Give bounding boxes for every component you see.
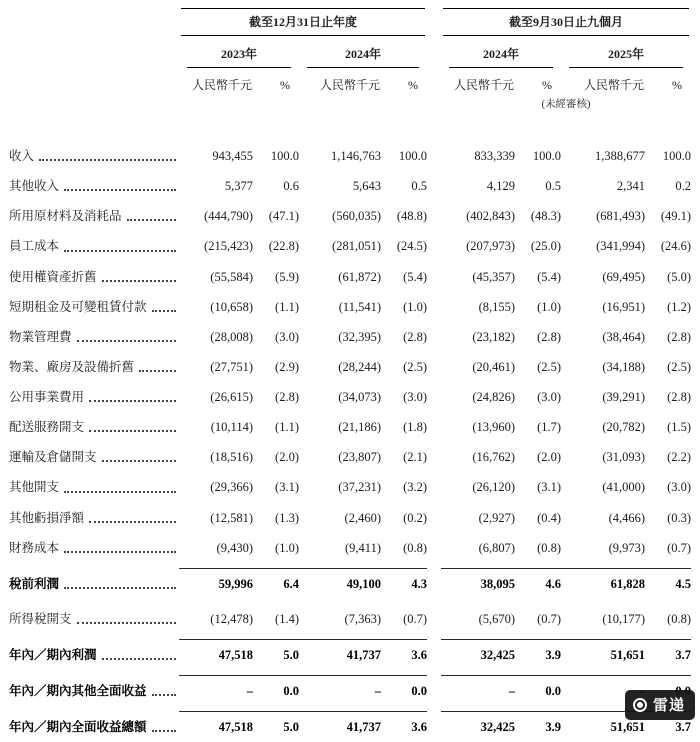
table-row [9, 712, 691, 742]
column-gap [427, 604, 441, 634]
dot-leader [64, 250, 176, 252]
percent-value: (2.0) [275, 450, 299, 465]
amount-value: (31,093) [602, 450, 646, 465]
unit-header: 人民幣千元 [319, 78, 380, 92]
amount-value: (28,008) [210, 329, 253, 344]
amount-value: – [441, 676, 515, 707]
amount-value: (23,807) [338, 450, 381, 465]
amount-value: 61,828 [561, 568, 645, 599]
percent-value: 4.5 [645, 568, 691, 599]
period-header-fy [179, 8, 427, 36]
percent-value: (1.2) [667, 299, 692, 314]
amount-value: (26,120) [472, 480, 516, 495]
dot-leader [152, 694, 176, 696]
row-label [9, 472, 179, 502]
table-row [9, 141, 691, 171]
watermark-text: 雷递 [652, 697, 685, 714]
percent-value: (47.1) [268, 209, 299, 224]
percent-value: 3.7 [645, 640, 691, 671]
percent-value: (2.8) [275, 390, 299, 404]
amount-value: (41,000) [602, 480, 646, 495]
period-header-9m [441, 8, 691, 36]
amount-value: 41,737 [299, 640, 381, 671]
amount-value: (9,411) [345, 540, 381, 555]
table-row [9, 472, 691, 502]
percent-value: 3.9 [515, 640, 561, 671]
table-row [9, 382, 691, 412]
unaudited-note: (未經審核) [541, 99, 591, 110]
row-label-text: 年內／期內其他全面收益 [9, 684, 147, 699]
income-statement-table [9, 8, 691, 742]
percent-value: (1.7) [537, 420, 562, 435]
row-label [9, 141, 179, 171]
table-row [9, 568, 691, 599]
period-title-row [9, 8, 691, 36]
row-label-text: 使用權資產折舊 [9, 269, 97, 284]
row-label-text: 所得稅開支 [9, 611, 72, 626]
row-label-text: 其他虧損淨額 [9, 510, 85, 525]
percent-value: (3.0) [537, 390, 562, 404]
row-label [9, 604, 179, 634]
amount-value: (560,035) [332, 209, 381, 224]
percent-header: % [542, 78, 553, 92]
unit-header: 人民幣千元 [454, 78, 515, 92]
percent-value: 100.0 [398, 149, 428, 163]
watermark-badge [625, 690, 695, 720]
table-header [9, 8, 691, 141]
dot-leader [64, 189, 176, 191]
amount-value: (18,516) [210, 450, 253, 465]
row-label [9, 171, 179, 201]
amount-value: (444,790) [204, 209, 253, 224]
percent-value: (3.2) [403, 480, 428, 495]
percent-header: % [280, 78, 290, 92]
table-row [9, 352, 691, 382]
amount-value: 833,339 [474, 149, 516, 163]
column-gap [427, 171, 441, 201]
amount-value: (61,872) [338, 269, 381, 284]
row-label [9, 640, 179, 671]
amount-value: 5,377 [224, 179, 253, 194]
amount-value: 4,129 [486, 179, 516, 194]
dot-leader [89, 400, 176, 402]
percent-value: (0.3) [667, 510, 692, 525]
column-gap [427, 382, 441, 412]
amount-value: 41,737 [299, 712, 381, 742]
percent-value: 4.6 [515, 568, 561, 599]
amount-value: (20,782) [602, 420, 646, 435]
column-gap [427, 322, 441, 352]
percent-value: (3.0) [667, 480, 692, 495]
amount-value: (55,584) [210, 269, 253, 284]
column-gap [427, 503, 441, 533]
header-blank [9, 68, 179, 93]
percent-value: (24.6) [660, 239, 692, 254]
row-label [9, 262, 179, 292]
amount-value: – [299, 676, 381, 707]
percent-value: 3.6 [381, 640, 427, 671]
table-row [9, 412, 691, 442]
period-title: 截至9月30日止九個月 [443, 8, 689, 36]
amount-value: (4,466) [608, 510, 646, 525]
percent-value: (22.8) [268, 239, 299, 254]
row-label-text: 年內／期內全面收益總額 [9, 720, 147, 735]
column-gap [427, 533, 441, 563]
row-label [9, 568, 179, 599]
percent-value: 6.4 [253, 568, 299, 599]
amount-value: (27,751) [210, 359, 253, 374]
amount-value: 47,518 [179, 712, 253, 742]
column-gap [427, 442, 441, 472]
percent-value: (5.9) [275, 269, 299, 284]
table-body [9, 141, 691, 742]
row-label [9, 712, 179, 742]
amount-value: 51,651 [561, 640, 645, 671]
percent-value: (3.1) [275, 480, 299, 495]
amount-value: (24,826) [472, 390, 516, 404]
percent-value: 100.0 [532, 149, 562, 163]
percent-value: 100.0 [662, 149, 692, 163]
amount-value: (28,244) [338, 359, 381, 374]
percent-header: % [408, 78, 419, 92]
percent-value: 0.5 [545, 179, 562, 194]
percent-value: (0.7) [667, 540, 692, 555]
percent-value: (0.8) [537, 540, 562, 555]
percent-value: (25.0) [530, 239, 562, 254]
amount-value: (402,843) [466, 209, 516, 224]
amount-value: (5,670) [478, 611, 516, 626]
percent-value: (2.0) [537, 450, 562, 465]
header-blank [9, 36, 179, 68]
percent-value: (0.2) [403, 510, 428, 525]
percent-value: (1.8) [403, 420, 428, 435]
dot-leader [64, 551, 176, 553]
row-label [9, 352, 179, 382]
amount-value: (23,182) [472, 329, 516, 344]
amount-value: 47,518 [179, 640, 253, 671]
percent-value: (1.0) [275, 540, 299, 555]
watermark-logo-icon [633, 698, 647, 712]
row-label [9, 442, 179, 472]
percent-value: (0.7) [403, 611, 428, 626]
dot-leader [89, 430, 176, 432]
percent-value: 100.0 [270, 149, 299, 163]
amount-value: – [179, 676, 253, 707]
percent-value: 0.0 [253, 676, 299, 707]
amount-value: 1,388,677 [595, 149, 646, 163]
row-label-text: 物業、廠房及設備折舊 [9, 359, 135, 374]
percent-value: 0.5 [411, 179, 428, 194]
header-blank [9, 93, 179, 111]
year-header-2025-9m: 2025年 [561, 36, 691, 68]
percent-value: (3.0) [403, 390, 428, 404]
dot-leader [77, 622, 176, 624]
row-label-text: 公用事業費用 [9, 390, 85, 404]
dot-leader [64, 491, 176, 493]
percent-value: (48.8) [396, 209, 428, 224]
table-row [9, 604, 691, 634]
percent-value: (1.1) [275, 420, 299, 435]
row-label [9, 231, 179, 261]
amount-value: (16,762) [472, 450, 516, 465]
amount-value: 59,996 [179, 568, 253, 599]
amount-value: (16,951) [602, 299, 646, 314]
percent-value: (1.1) [275, 299, 299, 314]
row-label [9, 201, 179, 231]
amount-value: (34,073) [338, 390, 381, 404]
dot-leader [102, 658, 176, 660]
percent-header: % [672, 78, 683, 92]
column-gap [427, 36, 441, 68]
amount-value: (10,658) [210, 299, 253, 314]
year-header-2023: 2023年 [179, 36, 299, 68]
amount-value: 943,455 [212, 149, 253, 163]
percent-value: 0.6 [283, 179, 299, 194]
percent-value: 3.9 [515, 712, 561, 742]
column-gap [427, 712, 441, 742]
row-label-text: 年內／期內利潤 [9, 648, 97, 662]
amount-value: 51,651 [561, 712, 645, 742]
percent-value: (1.4) [275, 611, 299, 626]
amount-value: (9,430) [216, 540, 253, 555]
unit-header: 人民幣千元 [191, 78, 252, 92]
percent-value: (1.3) [275, 510, 299, 525]
column-gap [427, 68, 441, 93]
table-row [9, 533, 691, 563]
percent-value: 3.6 [381, 712, 427, 742]
dot-leader [152, 310, 176, 312]
amount-value: 32,425 [441, 712, 515, 742]
dot-leader [152, 730, 176, 732]
table-row [9, 262, 691, 292]
amount-value: (281,051) [332, 239, 381, 254]
percent-value: (0.8) [667, 611, 692, 626]
amount-value: 32,425 [441, 640, 515, 671]
percent-value: 0.0 [515, 676, 561, 707]
header-blank [179, 93, 427, 111]
amount-value: (34,188) [602, 359, 646, 374]
unaudited-note-row [9, 93, 691, 111]
table-row [9, 676, 691, 707]
dot-leader [77, 340, 176, 342]
amount-value: (681,493) [596, 209, 646, 224]
amount-value: 49,100 [299, 568, 381, 599]
amount-value: (2,460) [344, 510, 381, 525]
amount-value: (21,186) [338, 420, 381, 435]
row-label [9, 412, 179, 442]
amount-value: (12,478) [210, 611, 253, 626]
table-row [9, 171, 691, 201]
percent-value: 4.3 [381, 568, 427, 599]
amount-value: (20,461) [472, 359, 516, 374]
percent-value: (49.1) [660, 209, 692, 224]
table-row [9, 292, 691, 322]
percent-value: (3.0) [275, 329, 299, 344]
row-label-text: 其他開支 [9, 480, 60, 495]
percent-value: (5.4) [537, 269, 562, 284]
row-label-text: 稅前利潤 [9, 576, 60, 591]
percent-value: 0.0 [381, 676, 427, 707]
period-title: 截至12月31日止年度 [181, 8, 425, 36]
amount-value: (215,423) [204, 239, 253, 254]
amount-value: (207,973) [466, 239, 516, 254]
row-label-text: 財務成本 [9, 540, 60, 555]
percent-value: (2.8) [667, 329, 692, 344]
column-gap [427, 640, 441, 671]
column-gap [427, 8, 441, 36]
amount-value: (39,291) [602, 390, 646, 404]
percent-value: (2.8) [667, 390, 692, 404]
amount-value: (26,615) [210, 390, 253, 404]
row-label-text: 配送服務開支 [9, 420, 85, 435]
dot-leader [102, 280, 176, 282]
percent-value: (1.0) [403, 299, 428, 314]
amount-value: 2,341 [616, 179, 646, 194]
table-row [9, 640, 691, 671]
year-header-2024-9m: 2024年 [441, 36, 561, 68]
percent-value: (2.5) [667, 359, 692, 374]
percent-value: 5.0 [253, 640, 299, 671]
column-gap [427, 231, 441, 261]
percent-value: 3.7 [645, 712, 691, 742]
row-label-text: 物業管理費 [9, 329, 72, 344]
amount-value: (11,541) [338, 299, 381, 314]
percent-value: (2.8) [537, 329, 562, 344]
percent-value: (48.3) [530, 209, 562, 224]
table-row [9, 231, 691, 261]
dot-leader [64, 587, 176, 589]
amount-value: (12,581) [210, 510, 253, 525]
dot-leader [39, 159, 176, 161]
row-label-text: 短期租金及可變租賃付款 [9, 299, 147, 314]
amount-value: (38,464) [602, 329, 646, 344]
row-label-text: 員工成本 [9, 239, 60, 254]
percent-value: (0.8) [403, 540, 428, 555]
amount-value: (2,927) [478, 510, 516, 525]
row-label [9, 676, 179, 707]
table-row [9, 503, 691, 533]
table-row [9, 322, 691, 352]
percent-value: (0.4) [537, 510, 562, 525]
row-label [9, 533, 179, 563]
table-row [9, 201, 691, 231]
percent-value: (1.5) [667, 420, 692, 435]
column-gap [427, 292, 441, 322]
dot-leader [139, 370, 176, 372]
dot-leader [102, 460, 176, 462]
table-row [9, 442, 691, 472]
row-label [9, 322, 179, 352]
percent-value: (2.8) [403, 329, 428, 344]
percent-value: (24.5) [396, 239, 428, 254]
percent-value: 5.0 [253, 712, 299, 742]
row-label-text: 收入 [9, 149, 35, 163]
row-label [9, 382, 179, 412]
column-gap [427, 676, 441, 707]
percent-value: (2.5) [537, 359, 562, 374]
column-gap [427, 262, 441, 292]
amount-value: (37,231) [338, 480, 381, 495]
amount-value: (13,960) [472, 420, 516, 435]
amount-value: 38,095 [441, 568, 515, 599]
percent-value: (2.9) [275, 359, 299, 374]
header-body-spacer [9, 111, 691, 141]
amount-value: (10,114) [210, 420, 253, 435]
percent-value: (2.1) [403, 450, 428, 465]
row-label-text: 所用原材料及消耗品 [9, 209, 122, 224]
column-gap [427, 568, 441, 599]
column-gap [427, 141, 441, 171]
row-label-text: 運輸及倉儲開支 [9, 450, 97, 465]
row-label [9, 503, 179, 533]
column-gap [427, 472, 441, 502]
amount-value: (9,973) [608, 540, 646, 555]
unit-header-row [9, 68, 691, 93]
amount-value: (10,177) [602, 611, 646, 626]
percent-value: (2.5) [403, 359, 428, 374]
column-gap [427, 412, 441, 442]
percent-value: (0.7) [537, 611, 562, 626]
percent-value: (1.0) [537, 299, 562, 314]
year-header-2024fy: 2024年 [299, 36, 427, 68]
percent-value: 0.2 [675, 179, 692, 194]
amount-value: (341,994) [596, 239, 646, 254]
row-label-text: 其他收入 [9, 179, 60, 194]
amount-value: (45,357) [472, 269, 516, 284]
amount-value: (32,395) [338, 329, 381, 344]
amount-value: (69,495) [602, 269, 646, 284]
amount-value: (29,366) [210, 480, 253, 495]
header-blank [9, 8, 179, 36]
column-gap [427, 93, 441, 111]
amount-value: 1,146,763 [331, 149, 381, 163]
year-header-row [9, 36, 691, 68]
dot-leader [127, 219, 176, 221]
percent-value: (5.4) [403, 269, 428, 284]
amount-value: (7,363) [344, 611, 381, 626]
unit-header: 人民幣千元 [584, 78, 645, 92]
percent-value: (5.0) [667, 269, 692, 284]
percent-value: (3.1) [537, 480, 562, 495]
column-gap [427, 352, 441, 382]
column-gap [427, 201, 441, 231]
percent-value: (2.2) [667, 450, 692, 465]
amount-value: (8,155) [478, 299, 516, 314]
amount-value: (6,807) [478, 540, 516, 555]
amount-value: 5,643 [352, 179, 381, 194]
row-label [9, 292, 179, 322]
dot-leader [89, 521, 176, 523]
